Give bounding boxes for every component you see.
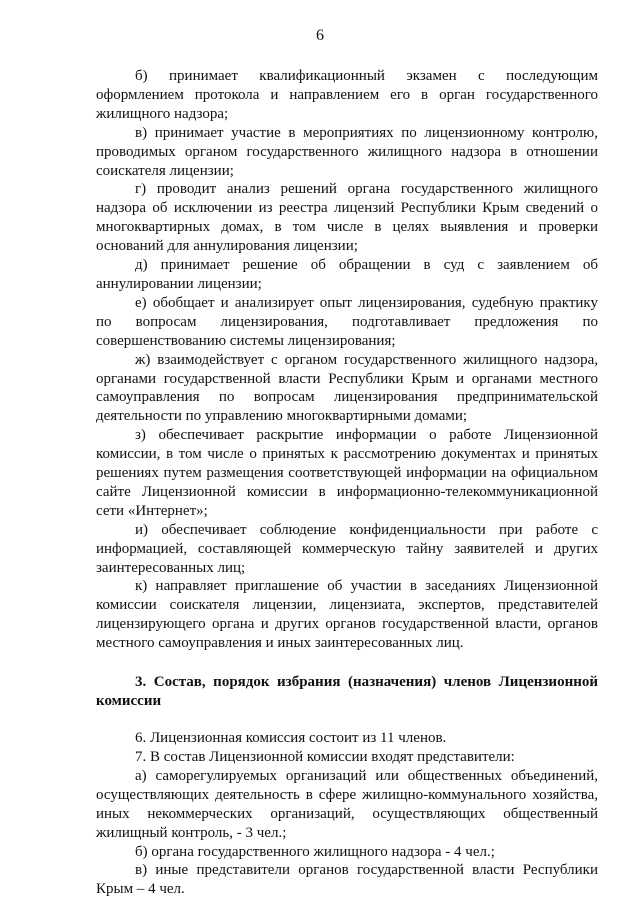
list-item-e: е) обобщает и анализирует опыт лицензирования, судебную практику по вопросам лицензирования, подготавливает предложения по совершенствованию системы лицензирования;	[96, 294, 598, 349]
list-item-zh: ж) взаимодействует с органом государственного жилищного надзора, органами государственной власти Республики Крым и органами местного самоуправления по вопросам лицензирования предпринимательской деятельности по управлению многоквартирными домами;	[96, 351, 598, 425]
page-number: 6	[316, 27, 324, 44]
paragraph-7-b: б) органа государственного жилищного надзора - 4 чел.;	[135, 843, 495, 860]
paragraph-6: 6. Лицензионная комиссия состоит из 11 членов.	[135, 730, 447, 747]
list-item-g: г) проводит анализ решений органа государственного жилищного надзора об исключении из реестра лицензий Республики Крым сведений о многоквартирных домах, в том числе в целях выявления и проверки оснований для аннулирования лицензии;	[96, 181, 598, 255]
list-item-v: в) принимает участие в мероприятиях по лицензионному контролю, проводимых органом государственного жилищного надзора в отношении соискателя лицензии;	[96, 124, 598, 179]
list-item-d: д) принимает решение об обращении в суд с заявлением об аннулировании лицензии;	[96, 257, 598, 292]
list-item-b: б) принимает квалификационный экзамен с последующим оформлением протокола и направлением его в орган государственного жилищного надзора;	[96, 68, 598, 122]
section-heading: 3. Состав, порядок избрания (назначения) членов Лицензионной комиссии	[96, 674, 598, 710]
paragraph-7: 7. В состав Лицензионной комиссии входят представители:	[135, 749, 515, 765]
paragraph-7-a: а) саморегулируемых организаций или общественных объединений, осуществляющих деятельность в сфере жилищно-коммунального хозяйства, иных некоммерческих организаций, осуществляющих общественный жилищный контроль, - 3 чел.;	[96, 767, 598, 841]
document-body	[96, 67, 598, 899]
list-item-i: и) обеспечивает соблюдение конфиденциальности при работе с информацией, составляющей коммерческую тайну заявителей и других заинтересованных лиц;	[96, 521, 598, 576]
list-item-z: з) обеспечивает раскрытие информации о работе Лицензионной комиссии, в том числе о принятых к рассмотрению документах и принятых решениях путем размещения соответствующей информации на официальном сайте Лицензионной комиссии в информационно-телекоммуникационной сети «Интернет»;	[96, 427, 598, 519]
paragraph-7-v: в) иные представители органов государственной власти Республики Крым – 4 чел.	[96, 862, 598, 898]
list-item-k: к) направляет приглашение об участии в заседаниях Лицензионной комиссии соискателя лицензии, лицензиата, экспертов, представителей лицензирующего органа и других органов государственной власти, органов местного самоуправления и иных заинтересованных лиц.	[96, 578, 598, 652]
